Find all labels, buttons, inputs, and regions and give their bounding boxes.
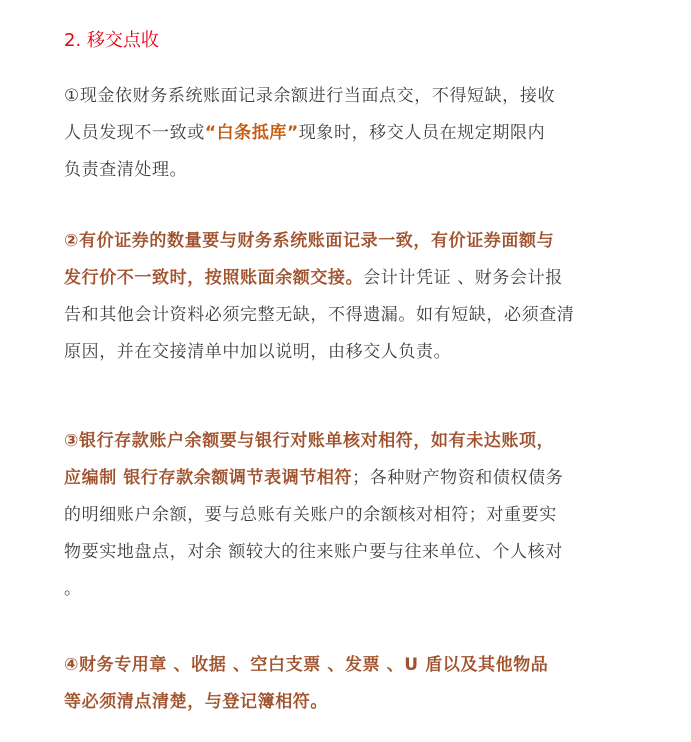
paragraph-cash-handover bbox=[64, 78, 644, 189]
paragraph-securities-handover bbox=[64, 223, 644, 371]
paragraph-line bbox=[64, 460, 644, 497]
text-run: 会计计凭证 、财务会计报 bbox=[363, 268, 563, 288]
section-heading: 2. 移交点收 bbox=[64, 30, 159, 51]
emphasis-run: 发行价不一致时，按照账面余额交接。 bbox=[64, 268, 364, 288]
paragraph-line: 告和其他会计资料必须完整无缺，不得遗漏。如有短缺，必须查清 bbox=[64, 305, 575, 325]
paragraph-line-emphasis: ③银行存款账户余额要与银行对账单核对相符，如有未达账项， bbox=[64, 431, 555, 451]
text-run: 现象时，移交人员在规定期限内 bbox=[298, 123, 546, 143]
paragraph-line: 物要实地盘点，对余 额较大的往来账户要与往来单位、个人核对 bbox=[64, 542, 563, 562]
paragraph-seals-and-items bbox=[64, 647, 644, 721]
paragraph-line: ①现金依财务系统账面记录余额进行当面点交，不得短缺，接收 bbox=[64, 86, 556, 106]
paragraph-line: 的明细账户余额，要与总账有关账户的余额核对相符；对重要实 bbox=[64, 505, 557, 525]
paragraph-line-emphasis: ④财务专用章 、收据 、空白支票 、发票 、U 盾以及其他物品 bbox=[64, 655, 549, 675]
highlighted-term: “白条抵库” bbox=[204, 123, 299, 143]
paragraph-line: 原因，并在交接清单中加以说明，由移交人负责。 bbox=[64, 342, 452, 362]
paragraph-line-emphasis: 等必须清点清楚，与登记簿相符。 bbox=[64, 692, 328, 712]
paragraph-line: 负责查清处理。 bbox=[64, 160, 188, 180]
emphasis-run: 应编制 银行存款余额调节表调节相符 bbox=[64, 468, 353, 488]
paragraph-line-emphasis: ②有价证券的数量要与财务系统账面记录一致，有价证券面额与 bbox=[64, 231, 555, 251]
paragraph-line bbox=[64, 260, 644, 297]
text-run: 人员发现不一致或 bbox=[64, 123, 205, 143]
paragraph-bank-deposit bbox=[64, 423, 644, 608]
text-run: ；各种财产物资和债权债务 bbox=[352, 468, 564, 488]
paragraph-line bbox=[64, 115, 644, 152]
paragraph-line: 。 bbox=[64, 579, 82, 599]
